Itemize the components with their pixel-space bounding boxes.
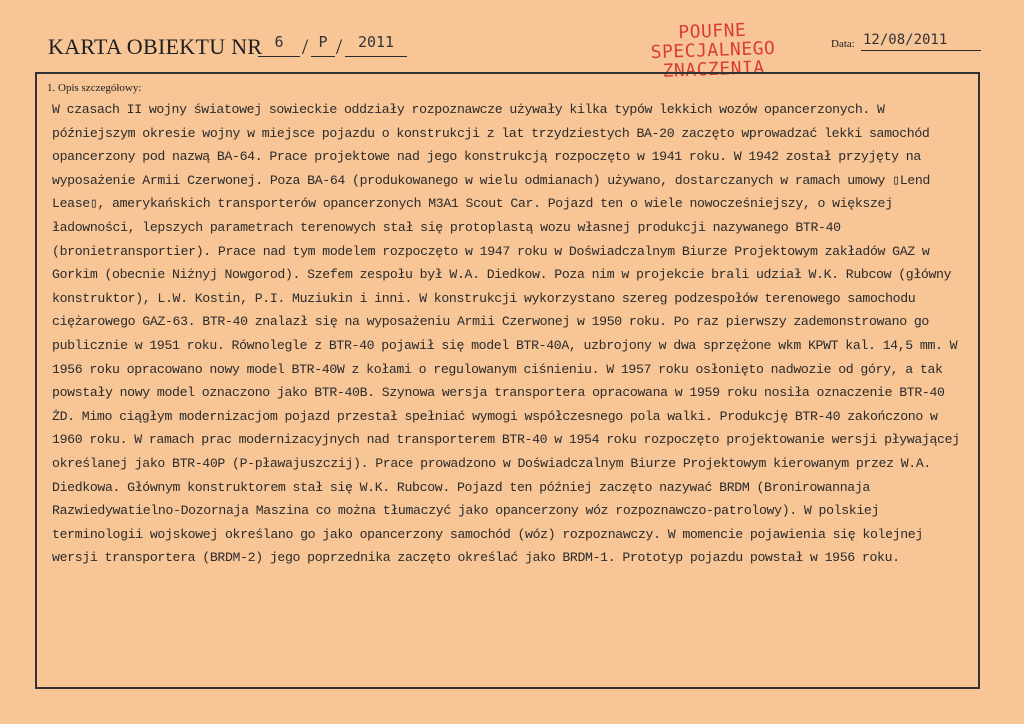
date-label: Data: [831,38,855,50]
stamp-line-3: ZNACZENIA [662,57,766,82]
nr-separator-2: / [336,34,343,59]
stamp-line-1: POUFNE [677,19,747,44]
nr-number-field: 6 [258,30,300,57]
nr-separator-1: / [302,34,309,59]
section-label: 1. Opis szczegółowy: [47,82,142,94]
card-header [0,0,1024,80]
date-value: 12/08/2011 [861,30,981,51]
card-title: KARTA OBIEKTU NR [48,34,263,59]
description-text: W czasach II wojny światowej sowieckie oddziały rozpoznawcze używały kilka typów lekkich wozów opancerzonych. W późniejszym okresie wojny w miejsce pojazdu o konstrukcji z lat trzydziestych BA-20 zaczęto wprowadzać lekki samochód opancerzony pod nazwą BA-64. Prace projektowe nad jego konstrukcją rozpoczęto w 1941 roku. W 1942 został przyjęty na wyposażenie Armii Czerwonej. Poza BA-64 (produkowanego w wielu odmianach) używano, dostarczanych w ramach umowy ▯Lend Lease▯, amerykańskich transporterów opancerzonych M3A1 Scout Car. Pojazd ten o wiele nowocześniejszy, o większej ładowności, lepszych parametrach terenowych stał się protoplastą wozu własnej produkcji nazywanego BTR-40 (bronietransportier). Prace nad tym modelem rozpoczęto w 1947 roku w Doświadczalnym Biurze Projektowym zakładów GAZ w Gorkim (obecnie Niżnyj Nowgorod). Szefem zespołu był W.A. Diedkow. Poza nim w projekcie brali udział W.K. Rubcow (główny konstruktor), L.W. Kostin, P.I. Muziukin i inni. W konstrukcji wykorzystano szereg podzespołów terenowego samochodu ciężarowego GAZ-63. BTR-40 znalazł się na wyposażeniu Armii Czerwonej w 1950 roku. Po raz pierwszy zademonstrowano go publicznie w 1951 roku. Równolegle z BTR-40 pojawił się model BTR-40A, uzbrojony w dwa sprzężone wkm KPWT kal. 14,5 mm. W 1956 roku opracowano nowy model BTR-40W z kołami o regulowanym ciśnieniu. W 1957 roku osłonięto nadwozie od góry, a tak powstały nowy model oznaczono jako BTR-40B. Szynowa wersja transportera opracowana w 1959 roku nosiła oznaczenie BTR-40 ŻD. Mimo ciągłym modernizacjom pojazd przestał spełniać wymogi współczesnego pola walki. Produkcję BTR-40 zakończono w 1960 roku. W ramach prac modernizacyjnych nad transporterem BTR-40 w 1954 roku rozpoczęto projektowanie wersji pływającej określanej jako BTR-40P (P-pławajuszczij). Prace prowadzono w Doświadczalnym Biurze Projektowym kierowanym przez W.A. Diedkowa. Głównym konstruktorem stał się W.K. Rubcow. Pojazd ten później zaczęto nazywać BRDM (Bronirowannaja Razwiedywatielno-Dozornaja Maszina co można tłumaczyć jako opancerzony wóz rozpoznawczo-patrolowy). W polskiej terminologii wojskowej określano go jako opancerzony samochód (wóz) rozpoznawczy. W momencie pojawienia się kolejnej wersji transportera (BRDM-2) jego poprzednika zaczęto określać jako BRDM-1. Prototyp pojazdu powstał w 1956 roku. [52,102,960,566]
description-frame [35,72,980,689]
nr-letter-field: P [311,30,335,57]
nr-year-field: 2011 [345,30,407,57]
stamp-line-2: SPECJALNEGO [650,37,776,64]
